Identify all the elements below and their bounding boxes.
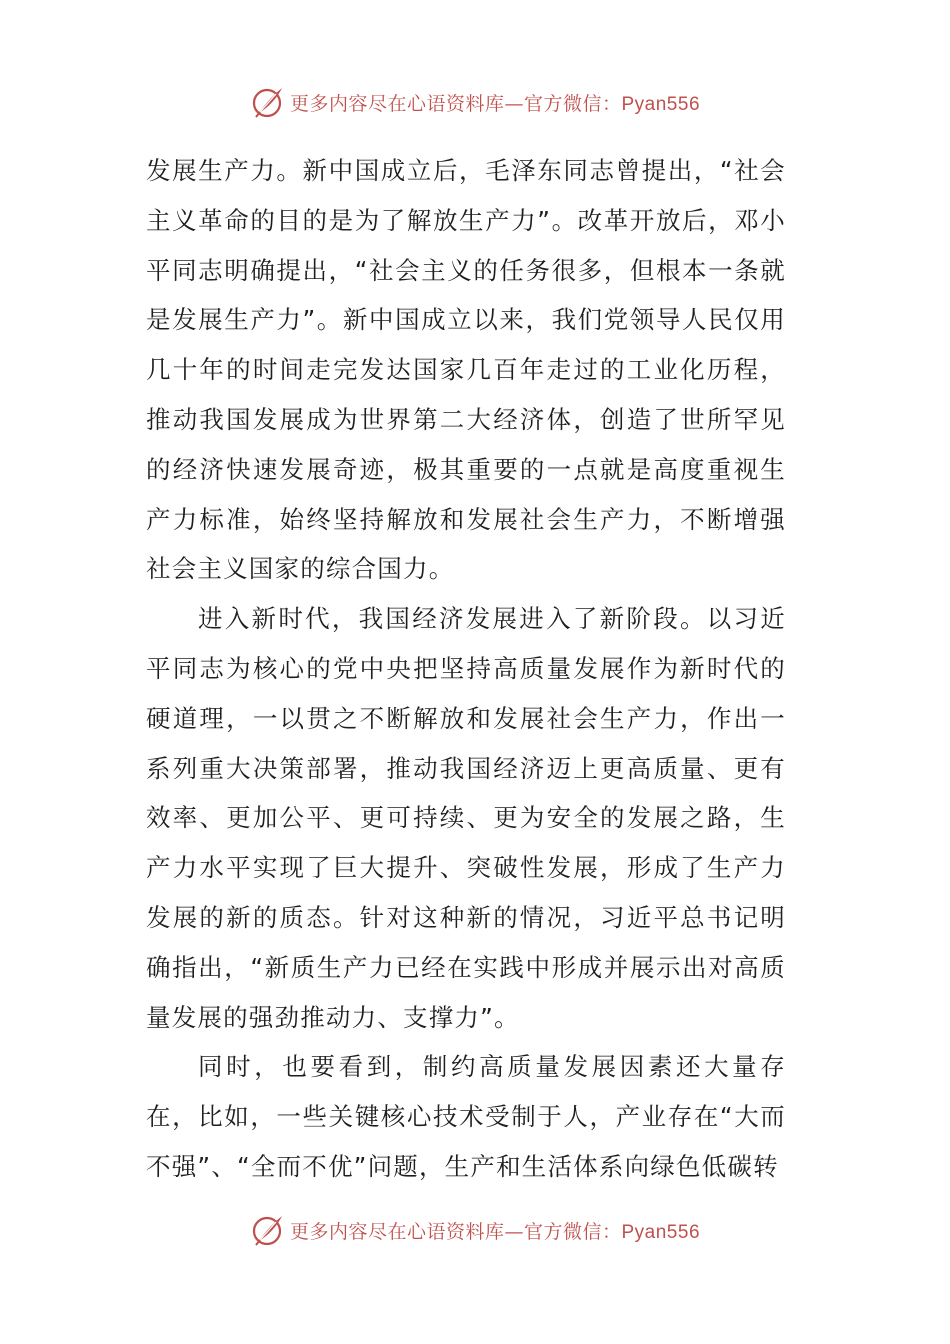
quill-logo-icon [250, 84, 286, 120]
quill-logo-icon [250, 1212, 286, 1248]
header-banner-text: 更多内容尽在心语资料库—官方微信：Pyan556 [289, 92, 701, 115]
document-body [146, 146, 786, 1192]
footer-banner-text: 更多内容尽在心语资料库—官方微信：Pyan556 [289, 1220, 701, 1243]
footer-banner [0, 1210, 950, 1250]
header-wechat-id: Pyan556 [621, 93, 701, 115]
header-banner [0, 82, 950, 122]
paragraph-2: 进入新时代，我国经济发展进入了新阶段。以习近平同志为核心的党中央把坚持高质量发展作为新时代的硬道理，一以贯之不断解放和发展社会生产力，作出一系列重大决策部署，推动我国经济迈上更高质量、更有效率、更加公平、更可持续、更为安全的发展之路，生产力水平实现了巨大提升、突破性发展，形成了生产力发展的新的质态。针对这种新的情况，习近平总书记明确指出，“新质生产力已经在实践中形成并展示出对高质量发展的强劲推动力、支撑力”。 [146, 604, 786, 1032]
paragraph-3: 同时，也要看到，制约高质量发展因素还大量存在，比如，一些关键核心技术受制于人，产业存在“大而不强”、“全而不优”问题，生产和生活体系向绿色低碳转 [146, 1052, 786, 1181]
paragraph-1: 发展生产力。新中国成立后，毛泽东同志曾提出，“社会主义革命的目的是为了解放生产力”。改革开放后，邓小平同志明确提出，“社会主义的任务很多，但根本一条就是发展生产力”。新中国成立以来，我们党领导人民仅用几十年的时间走完发达国家几百年走过的工业化历程，推动我国发展成为世界第二大经济体，创造了世所罕见的经济快速发展奇迹，极其重要的一点就是高度重视生产力标准，始终坚持解放和发展社会生产力，不断增强社会主义国家的综合国力。 [146, 156, 786, 584]
footer-wechat-id: Pyan556 [621, 1221, 701, 1243]
